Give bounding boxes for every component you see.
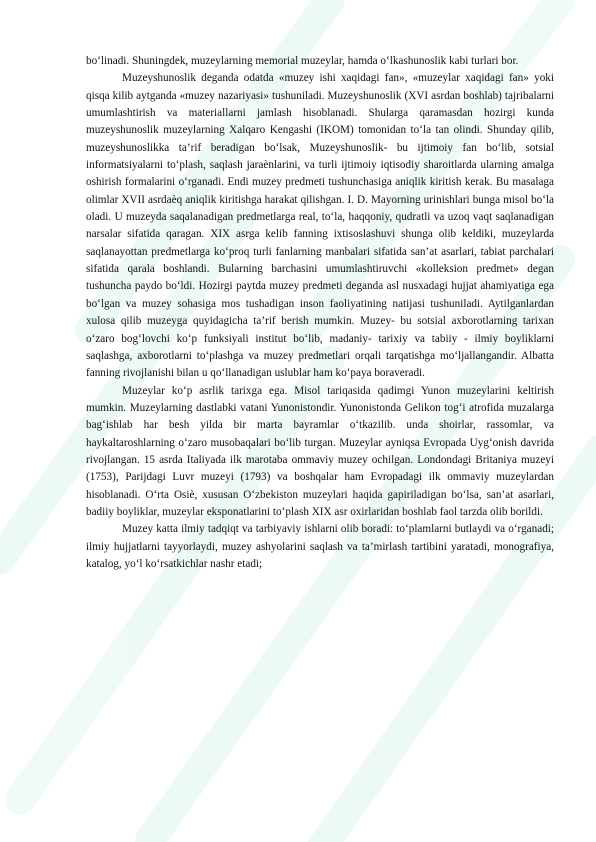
paragraph-1: bo‘linadi. Shuningdek, muzeylarning memorial muzeylar, hamda o‘lkashunoslik kabi turlari bor. [86,55,519,67]
paragraph-2: Muzeyshunoslik deganda odatda «muzey ishi xaqidagi fan», «muzeylar xaqidagi fan» yoki qisqa kilib aytganda «muzey nazariyasi» tushuniladi. Muzeyshunoslik (XVI asrdan boshlab) tajribalarni umumlashtirish va materiallarni jamlash hisoblanadi. Shularga qaramasdan hozirgi kunda muzeyshunoslik muzeylarning Xalqaro Kengashi (IKOM) tomonidan to‘la tan olindi. Shunday qilib, muzeyshunoslikka ta’rif beradigan bo‘lsak, Muzeyshunoslik- bu ijtimoiy fan bo‘lib, sotsial informatsiyalarni to‘plash, saqlash jaraènlarini, va turli ijtimoiy iqtisodiy sharoitlarda ularning amalga oshirish formalarini o‘rganadi. Endi muzey predmeti tushunchasiga aniqlik kiritish kerak. Bu masalaga olimlar XVII asrdaèq aniqlik kiritishga harakat qilishgan. I. D. Mayorning urinishlari bunga misol bo‘la oladi. U muzeyda saqalanadigan predmetlarga real, to‘la, haqqoniy, qudratli va uzoq vaqt saqlanadigan narsalar sifatida qaragan. XIX asrga kelib fanning ixtisoslashuvi shunga olib keldiki, muzeylarda saqlanayottan predmetlarga ko‘proq turli fanlarning manbalari sifatida san’at asarlari, tabiat parchalari sifatida qarala boshlandi. Bularning barchasini umumlashtiruvchi «kolleksion predmet» degan tushuncha paydo bo‘ldi. Hozirgi paytda muzey predmeti deganda asl nusxadagi hujjat ahamiyatiga ega bo‘lgan va muzey sohasiga mos tushadigan inson faoliyatining natijasi tushuniladi. Aytilganlardan xulosa qilib muzeyga quyidagicha ta’rif berish mumkin. Muzey- bu sotsial axborotlarning tarixan o‘zaro bog‘lovchi ko‘p funksiyali institut bo‘lib, madaniy- tarixiy va tabiiy - ilmiy boyliklarni saqlashga, axborotlarni to‘plashga va muzey predmetlari orqali tarqatishga mo‘ljallangandir. Albatta fanning rivojlanishi bilan u qo‘llanadigan uslublar ham ko‘paya boraveradi. [86,72,554,380]
paragraph-4: Muzey katta ilmiy tadqiqt va tarbiyaviy ishlarni olib boradi: to‘plamlarni butlaydi va o‘rganadi; ilmiy hujjatlarni tayyorlaydi, muzey ashyolarini saqlash va ta’mirlash tartibini yaratadi, monografiya, katalog, yo‘l ko‘rsatkichlar nashr etadi; [86,523,554,570]
document-body [86,53,554,573]
paragraph-3: Muzeylar ko‘p asrlik tarixga ega. Misol tariqasida qadimgi Yunon muzeylarini keltirish mumkin. Muzeylarning dastlabki vatani Yunonistondir. Yunonistonda Gelikon tog‘i atrofida muzalarga bag‘ishlab har besh yilda bir marta bayramlar o‘tkazilib. unda shoirlar, rassomlar, va haykaltaroshlarning o‘zaro musobaqalari bo‘lib turgan. Muzeylar ayniqsa Evropada Uyg‘onish davrida rivojlangan. 15 asrda Italiyada ilk marotaba ommaviy muzey ochilgan. Londondagi Britaniya muzeyi (1753), Parijdagi Luvr muzeyi (1793) va boshqalar ham Evropadagi ilk ommaviy muzeylardan hisoblanadi. O‘rta Osiè, xususan O‘zbekiston muzeylari haqida gapiriladigan bo‘lsa, san’at asarlari, badiiy boyliklar, muzeylar eksponatlarini to‘plash XIX asr oxirlaridan boshlab faol tarzda olib borildi. [86,384,554,518]
